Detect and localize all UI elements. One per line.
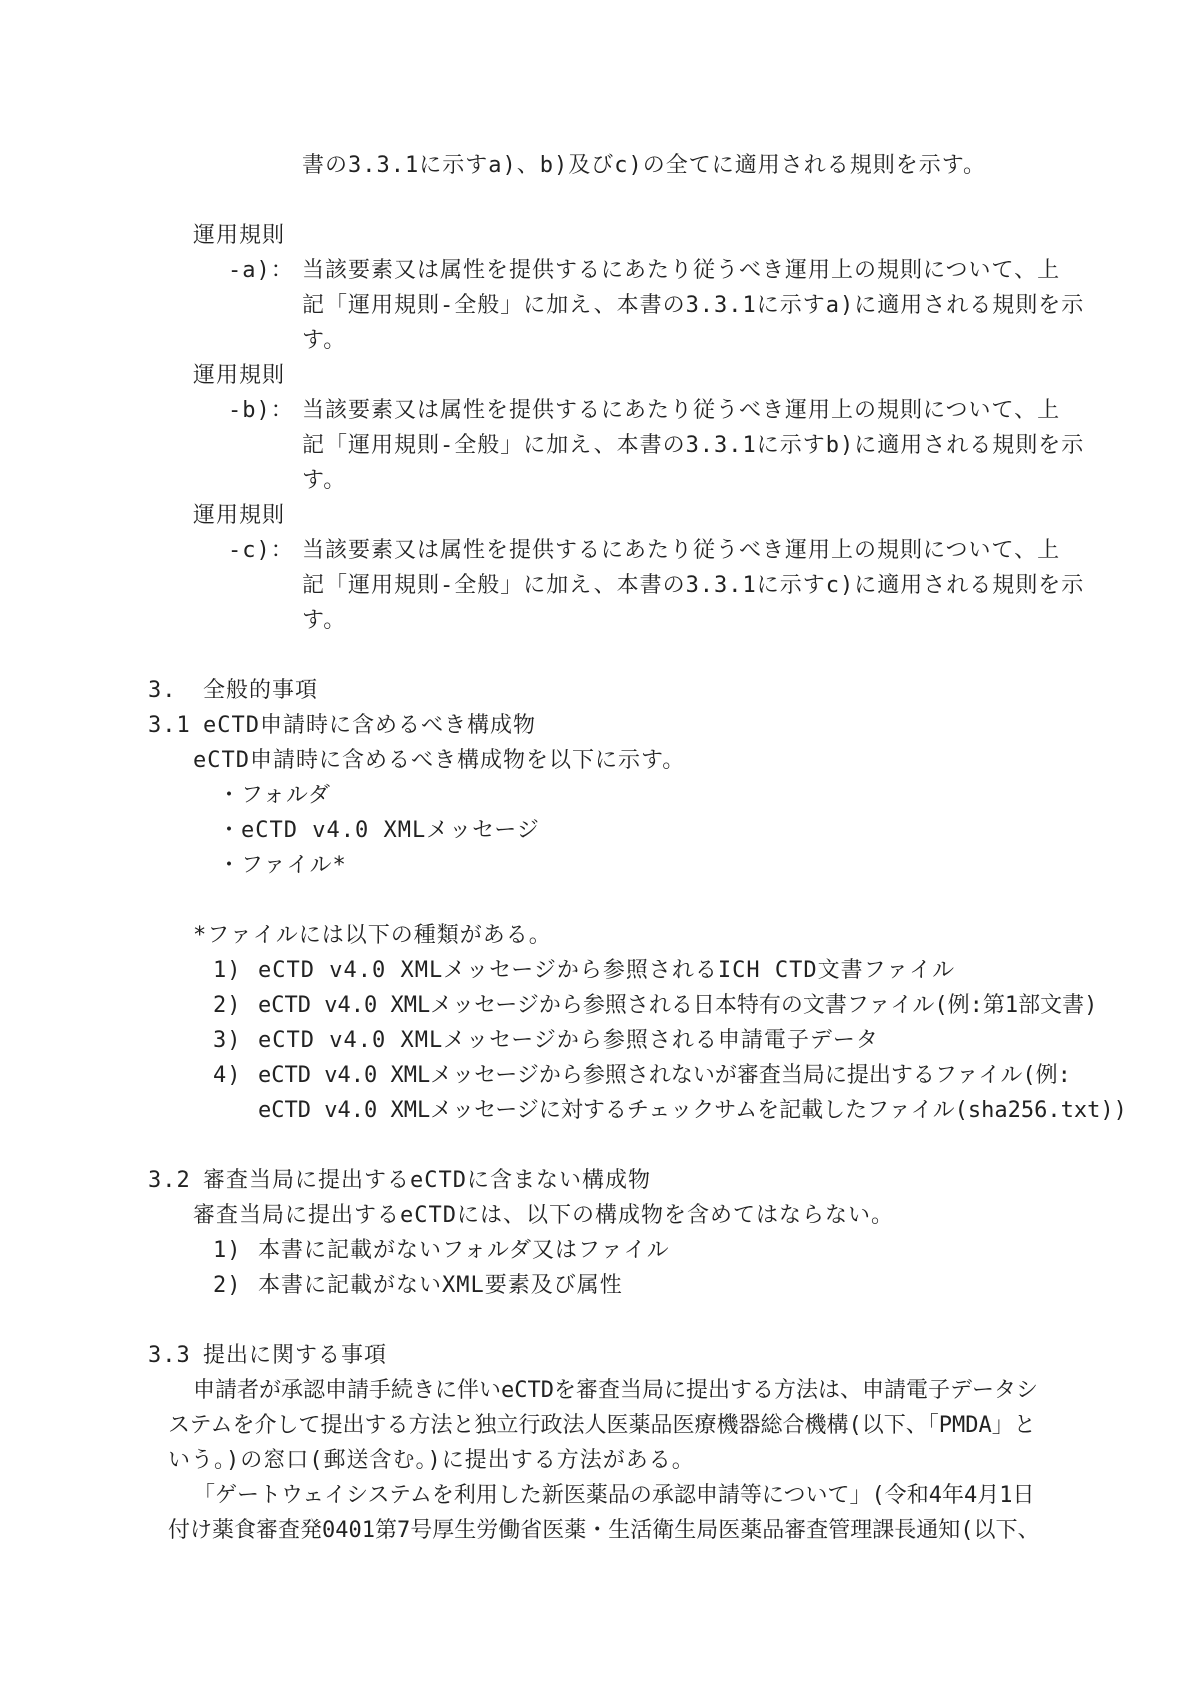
- rule-b-label: 運用規則: [193, 363, 286, 388]
- section-3-3-title: 提出に関する事項: [203, 1343, 388, 1368]
- section-3-2-intro: 審査当局に提出するeCTDには、以下の構成物を含めてはならない。: [193, 1203, 894, 1228]
- excluded-item-1-number: 1): [213, 1238, 242, 1263]
- excluded-item-1-text: 本書に記載がないフォルダ又はファイル: [258, 1238, 670, 1263]
- file-type-2-number: 2): [213, 993, 242, 1018]
- section-3-1-intro: eCTD申請時に含めるべき構成物を以下に示す。: [193, 748, 686, 773]
- file-type-3-text: eCTD v4.0 XMLメッセージから参照される申請電子データ: [258, 1028, 879, 1053]
- file-type-1-number: 1): [213, 958, 242, 983]
- rule-c-sublabel: -c)：: [228, 538, 294, 563]
- file-type-1-text: eCTD v4.0 XMLメッセージから参照されるICH CTD文書ファイル: [258, 958, 956, 983]
- section-3-3-para1-line-3: いう。)の窓口(郵送含む。)に提出する方法がある。: [168, 1448, 695, 1473]
- continuation-text: 書の3.3.1に示すa)、b)及びc)の全てに適用される規則を示す。: [302, 153, 986, 178]
- rule-a-sublabel: -a)：: [228, 258, 294, 283]
- rule-b-line-2: 記「運用規則-全般」に加え、本書の3.3.1に示すb)に適用される規則を示: [302, 433, 1085, 458]
- rule-a-line-2: 記「運用規則-全般」に加え、本書の3.3.1に示すa)に適用される規則を示: [302, 293, 1085, 318]
- section-3-1-number: 3.1: [148, 713, 191, 738]
- rule-c-line-1: 当該要素又は属性を提供するにあたり従うべき運用上の規則について、上: [302, 538, 1061, 563]
- rule-a-line-3: す。: [302, 328, 347, 353]
- section-3-2-title: 審査当局に提出するeCTDに含まない構成物: [203, 1168, 651, 1193]
- section-3-3-para2-line-2: 付け薬食審査発0401第7号厚生労働省医薬・生活衛生局医薬品審査管理課長通知(以下、: [168, 1518, 1040, 1543]
- rule-a-line-1: 当該要素又は属性を提供するにあたり従うべき運用上の規則について、上: [302, 258, 1061, 283]
- rule-b-sublabel: -b)：: [228, 398, 294, 423]
- rule-c-line-2: 記「運用規則-全般」に加え、本書の3.3.1に示すc)に適用される規則を示: [302, 573, 1085, 598]
- rule-c-line-3: す。: [302, 608, 347, 633]
- file-types-note: *ファイルには以下の種類がある。: [193, 923, 552, 948]
- bullet-xml-message: ・eCTD v4.0 XMLメッセージ: [218, 818, 540, 843]
- section-3-2-number: 3.2: [148, 1168, 191, 1193]
- section-3-1-title: eCTD申請時に含めるべき構成物: [203, 713, 536, 738]
- section-3-3-number: 3.3: [148, 1343, 191, 1368]
- section-3-number: 3.: [148, 678, 177, 703]
- section-3-3-para1-line-2: ステムを介して提出する方法と独立行政法人医薬品医療機器総合機構(以下、「PMDA」と: [168, 1413, 1036, 1438]
- excluded-item-2-number: 2): [213, 1273, 242, 1298]
- file-type-2-text: eCTD v4.0 XMLメッセージから参照される日本特有の文書ファイル(例:第1部文書): [258, 993, 1098, 1018]
- section-3-title: 全般的事項: [203, 678, 319, 703]
- section-3-3-para1-line-1: 申請者が承認申請手続きに伴いeCTDを審査当局に提出する方法は、申請電子データシ: [193, 1378, 1038, 1403]
- bullet-file: ・ファイル*: [218, 853, 347, 878]
- file-type-4-number: 4): [213, 1063, 242, 1088]
- file-type-4-continuation: eCTD v4.0 XMLメッセージに対するチェックサムを記載したファイル(sha256.txt)): [258, 1098, 1127, 1123]
- section-3-3-para2-line-1: 「ゲートウェイシステムを利用した新医薬品の承認申請等について」(令和4年4月1日: [193, 1483, 1035, 1508]
- file-type-4-text: eCTD v4.0 XMLメッセージから参照されないが審査当局に提出するファイル(例:: [258, 1063, 1071, 1088]
- rule-b-line-1: 当該要素又は属性を提供するにあたり従うべき運用上の規則について、上: [302, 398, 1061, 423]
- rule-c-label: 運用規則: [193, 503, 286, 528]
- rule-a-label: 運用規則: [193, 223, 286, 248]
- file-type-3-number: 3): [213, 1028, 242, 1053]
- excluded-item-2-text: 本書に記載がないXML要素及び属性: [258, 1273, 623, 1298]
- rule-b-line-3: す。: [302, 468, 347, 493]
- bullet-folder: ・フォルダ: [218, 783, 332, 808]
